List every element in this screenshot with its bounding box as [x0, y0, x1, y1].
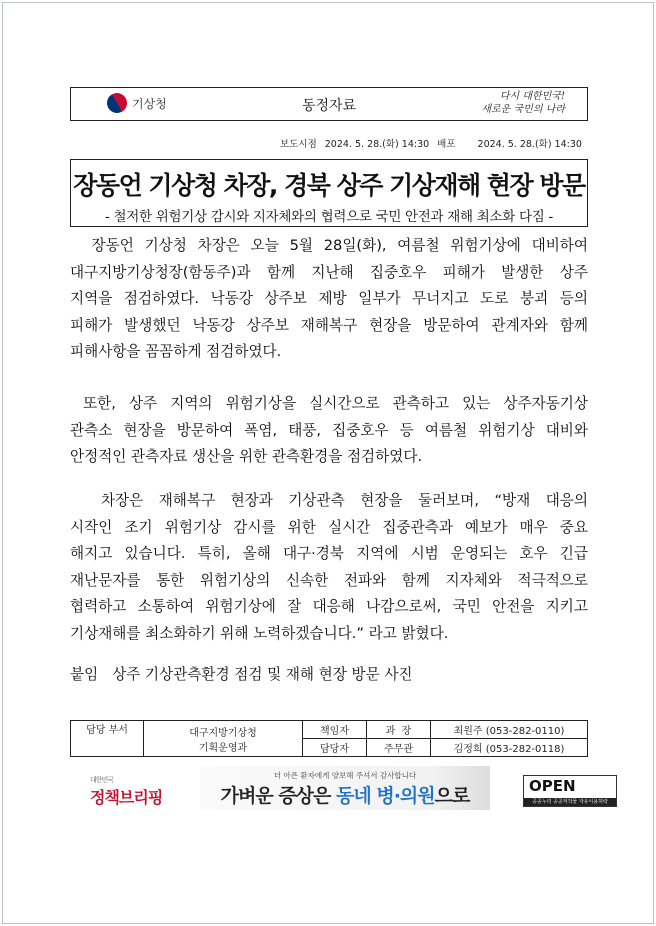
text-line: 관측소 현장을 방문하여 폭염, 태풍, 집중호우 등 여름철 위험기상 대비와: [70, 421, 588, 439]
text-line: 피해가 발생했던 낙동강 상주보 재해복구 현장을 방문하여 관계자와 함께: [70, 316, 588, 334]
attachment-text: 상주 기상관측환경 점검 및 재해 현장 방문 사진: [112, 666, 413, 683]
banner-subtext: 더 아픈 환자에게 양보해 주셔서 감사합니다: [273, 771, 417, 780]
banner-main-text: 가벼운 증상은: [220, 785, 337, 807]
text-line: 안정적인 관측자료 생산을 위한 관측환경을 점검하였다.: [70, 448, 423, 465]
slogan-line: 다시 대한민국!: [499, 91, 565, 102]
briefing-small: 대한민국: [90, 776, 114, 784]
banner-highlight: 동네 병·의원: [336, 785, 435, 807]
text-line: 시작인 조기 위험기상 감시를 위한 실시간 집중관측과 예보가 매우 중요: [70, 518, 588, 536]
slogan-line: 새로운 국민의 나라: [481, 104, 565, 115]
text-line: 피해사항을 꼼꼼하게 점검하였다.: [70, 343, 282, 360]
open-bar-text: 공공누리 공공저작물 자유이용허락: [524, 798, 616, 806]
title-box: [70, 159, 588, 227]
contact-table: [70, 720, 588, 757]
report-label: 보도시점: [280, 139, 317, 150]
contact-person: 최원주 (053-282-0110): [431, 721, 588, 739]
slogan: [481, 90, 565, 116]
attachment-line: [70, 662, 588, 689]
text-line: 대구지방기상청장(함동주)과 함께 지난해 집중호우 피해가 발생한 상주: [70, 263, 588, 281]
contact-role: 책임자: [303, 721, 367, 739]
text-line: 지역을 점검하였다. 낙동강 상주보 제방 일부가 무너지고 도로 붕괴 등의: [70, 290, 588, 307]
text-line: 기상재해를 최소화하기 위해 노력하겠습니다.” 라고 밝혔다.: [70, 624, 449, 642]
paragraph-3: [70, 488, 588, 647]
report-time: 2024. 5. 28.(화) 14:30: [324, 139, 430, 150]
text-line: 또한, 상주 지역의 위험기상을 실시간으로 관측하고 있는 상주자동기상: [70, 395, 588, 412]
banner-tail: 으로: [434, 785, 470, 807]
document-header: [70, 87, 588, 121]
attachment-label: 붙임: [70, 666, 99, 683]
policy-briefing-logo[interactable]: [90, 775, 162, 808]
contact-person: 김정희 (053-282-0118): [431, 739, 588, 757]
page-title: 장동언 기상청 차장, 경북 상주 기상재해 현장 방문: [73, 171, 585, 200]
dept-name: [144, 721, 303, 757]
kogl-open-badge[interactable]: [523, 775, 617, 807]
text-line: 차장은 재해복구 현장과 기상관측 현장을 둘러보며, “방재 대응의: [70, 492, 588, 509]
contact-role: 담당자: [303, 739, 367, 757]
agency-name: 기상청: [132, 96, 167, 111]
contact-title: 주무관: [367, 739, 431, 757]
briefing-text: 정책브리핑: [90, 788, 163, 807]
campaign-banner[interactable]: [200, 766, 490, 810]
doc-type: 동정자료: [301, 98, 357, 114]
dept-line: 대구지방기상청: [189, 727, 257, 739]
paragraph-2: [70, 391, 588, 471]
dept-label: 담당 부서: [71, 721, 144, 757]
open-text: OPEN: [529, 777, 576, 795]
distribute-label: 배포: [437, 139, 456, 150]
text-line: 해지고 있습니다. 특히, 올해 대구·경북 지역에 시범 운영되는 호우 긴급: [70, 545, 588, 562]
dept-line: 기획운영과: [198, 742, 248, 754]
attachment: [70, 662, 588, 689]
text-line: 협력하고 소통하여 위험기상에 잘 대응해 나감으로써, 국민 안전을 지키고: [70, 598, 588, 615]
contact-title: 과 장: [367, 721, 431, 739]
distribute-time: 2024. 5. 28.(화) 14:30: [477, 139, 582, 150]
banner-main: [200, 781, 490, 808]
release-times: [274, 125, 590, 150]
subtitle: - 철저한 위험기상 감시와 지자체와의 협력으로 국민 안전과 재해 최소화 다짐 -: [104, 209, 554, 225]
text-line: 재난문자를 통한 위험기상의 신속한 전파와 함께 지자체와 적극적으로: [70, 571, 588, 589]
paragraph-1: [70, 233, 588, 366]
text-line: 장동언 기상청 차장은 오늘 5월 28일(화), 여름철 위험기상에 대비하여: [70, 237, 588, 254]
